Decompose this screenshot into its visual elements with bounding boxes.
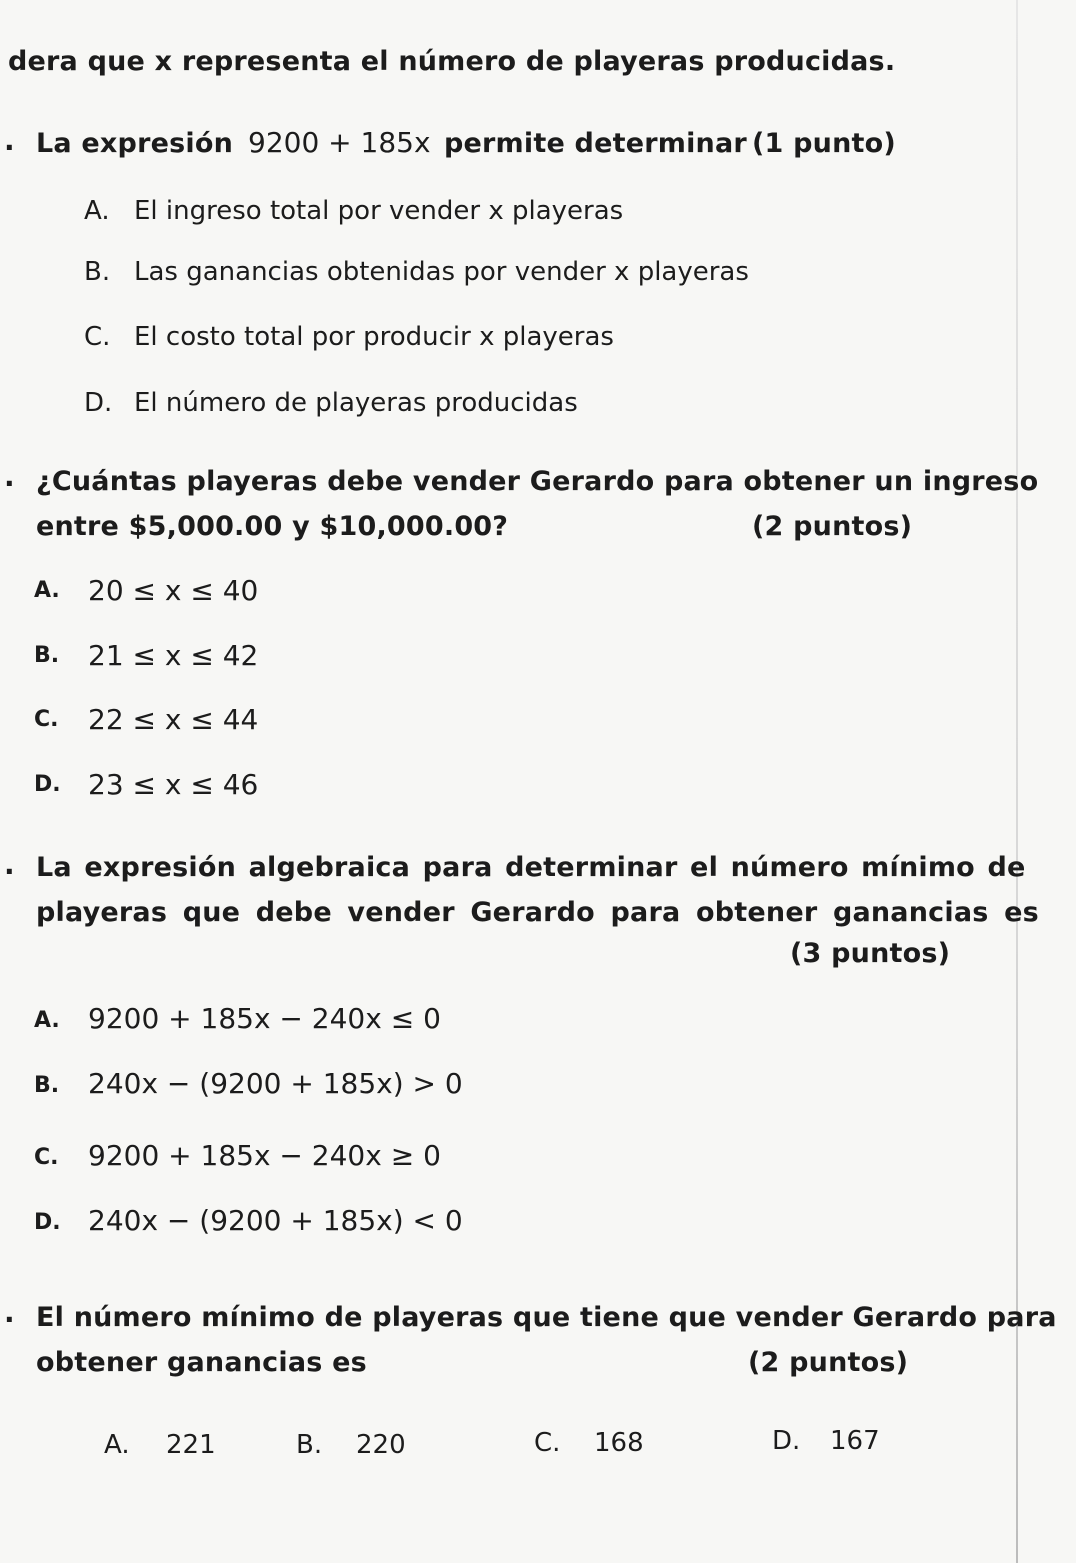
question-2-number-dot: . bbox=[4, 460, 15, 493]
question-1-points: (1 punto) bbox=[752, 128, 896, 159]
option-text: El costo total por producir x playeras bbox=[134, 322, 614, 352]
question-1-stem-a: La expresión bbox=[36, 128, 234, 159]
question-2-line-1: ¿Cuántas playeras debe vender Gerardo para obtener un ingreso bbox=[36, 466, 1039, 497]
option-expression: 21 ≤ x ≤ 42 bbox=[88, 639, 259, 672]
option-label: D. bbox=[772, 1426, 801, 1456]
option-label: B. bbox=[296, 1430, 323, 1460]
option-label: D. bbox=[34, 772, 61, 797]
option-label: B. bbox=[84, 257, 111, 287]
intro-text: dera que x representa el número de playeras producidas. bbox=[8, 46, 896, 77]
option-expression: 22 ≤ x ≤ 44 bbox=[88, 703, 259, 736]
option-expression: 20 ≤ x ≤ 40 bbox=[88, 574, 259, 607]
option-label: C. bbox=[84, 322, 111, 352]
option-label: D. bbox=[34, 1210, 61, 1235]
option-label: D. bbox=[84, 388, 113, 418]
option-text: El número de playeras producidas bbox=[134, 388, 578, 418]
option-value: 221 bbox=[166, 1430, 216, 1460]
question-3-line-1: La expresión algebraica para determinar el número mínimo de bbox=[36, 852, 1026, 883]
question-4-line-2: obtener ganancias es bbox=[36, 1347, 367, 1378]
option-text: Las ganancias obtenidas por vender x playeras bbox=[134, 257, 749, 287]
option-value: 220 bbox=[356, 1430, 406, 1460]
option-label: B. bbox=[34, 1073, 60, 1098]
option-value: 168 bbox=[594, 1428, 644, 1458]
option-text: El ingreso total por vender x playeras bbox=[134, 196, 624, 226]
question-3-points: (3 puntos) bbox=[790, 938, 951, 969]
option-label: A. bbox=[84, 196, 110, 226]
option-label: C. bbox=[34, 1145, 59, 1170]
option-expression: 9200 + 185x − 240x ≤ 0 bbox=[88, 1002, 441, 1035]
option-label: B. bbox=[34, 643, 60, 668]
option-expression: 9200 + 185x − 240x ≥ 0 bbox=[88, 1139, 441, 1172]
question-4-number-dot: . bbox=[4, 1296, 15, 1329]
question-1-expression: 9200 + 185x bbox=[248, 126, 431, 159]
option-label: A. bbox=[104, 1430, 130, 1460]
question-2-points: (2 puntos) bbox=[752, 511, 913, 542]
question-3-number-dot: . bbox=[4, 848, 15, 881]
option-label: C. bbox=[534, 1428, 561, 1458]
question-1-number-dot: . bbox=[4, 124, 15, 157]
option-label: A. bbox=[34, 578, 60, 603]
question-4-points: (2 puntos) bbox=[748, 1347, 909, 1378]
question-2-line-2: entre $5,000.00 y $10,000.00? bbox=[36, 511, 509, 542]
option-expression: 240x − (9200 + 185x) > 0 bbox=[88, 1067, 463, 1100]
option-expression: 240x − (9200 + 185x) < 0 bbox=[88, 1204, 463, 1237]
question-1-stem-b: permite determinar bbox=[444, 128, 747, 159]
option-value: 167 bbox=[830, 1426, 880, 1456]
option-expression: 23 ≤ x ≤ 46 bbox=[88, 768, 259, 801]
question-3-line-2: playeras que debe vender Gerardo para obtener ganancias es bbox=[36, 897, 1039, 928]
option-label: C. bbox=[34, 707, 59, 732]
question-4-line-1: El número mínimo de playeras que tiene que vender Gerardo para bbox=[36, 1302, 1057, 1333]
option-label: A. bbox=[34, 1008, 60, 1033]
